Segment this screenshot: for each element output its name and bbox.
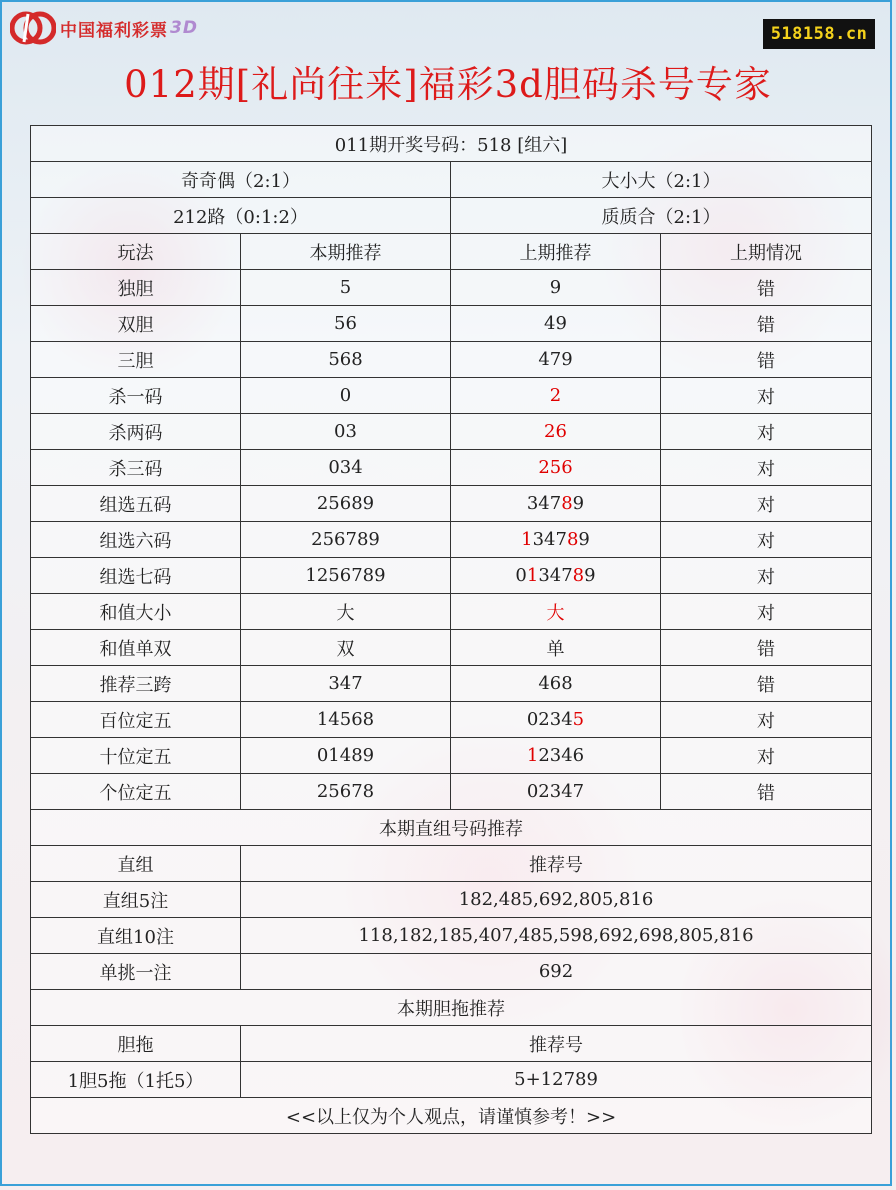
miss-digit: 479	[538, 349, 573, 370]
prediction-row	[31, 522, 872, 558]
last-recommendation	[451, 630, 661, 666]
play-type: 个位定五	[31, 774, 241, 810]
last-result: 对	[661, 702, 872, 738]
miss-digit: 347	[526, 493, 562, 514]
miss-digit: 9	[584, 565, 596, 586]
summary-row	[31, 198, 872, 234]
hit-digit: 8	[561, 493, 573, 514]
site-badge[interactable]: 518158.cn	[763, 19, 875, 49]
last-recommendation	[451, 738, 661, 774]
prediction-row	[31, 738, 872, 774]
current-recommendation: 1256789	[241, 558, 451, 594]
last-recommendation	[451, 270, 661, 306]
dantuo-title-row	[31, 990, 872, 1026]
direct-combo-numbers: 692	[241, 954, 872, 990]
hit-digit: 256	[538, 457, 573, 478]
prediction-row	[31, 306, 872, 342]
column-header: 推荐号	[241, 1026, 872, 1062]
footer-row	[31, 1098, 872, 1134]
draw-result: 011期开奖号码：518 [组六]	[31, 126, 872, 162]
last-result: 对	[661, 414, 872, 450]
direct-combo-numbers: 118,182,185,407,485,598,692,698,805,816	[241, 918, 872, 954]
prediction-row	[31, 594, 872, 630]
current-recommendation: 双	[241, 630, 451, 666]
last-recommendation	[451, 486, 661, 522]
summary-row	[31, 162, 872, 198]
column-header: 上期推荐	[451, 234, 661, 270]
column-header: 直组	[31, 846, 241, 882]
prediction-row	[31, 342, 872, 378]
miss-digit: 468	[538, 673, 573, 694]
direct-combo-label: 直组10注	[31, 918, 241, 954]
hit-digit: 26	[544, 421, 567, 442]
column-header: 上期情况	[661, 234, 872, 270]
current-recommendation: 347	[241, 666, 451, 702]
prediction-row	[31, 414, 872, 450]
last-recommendation	[451, 306, 661, 342]
direct-combo-row	[31, 882, 872, 918]
play-type: 独胆	[31, 270, 241, 306]
play-type: 杀两码	[31, 414, 241, 450]
column-header: 玩法	[31, 234, 241, 270]
last-recommendation	[451, 702, 661, 738]
last-result: 对	[661, 486, 872, 522]
current-recommendation: 大	[241, 594, 451, 630]
last-result: 对	[661, 378, 872, 414]
miss-digit: 347	[538, 565, 573, 586]
last-recommendation	[451, 414, 661, 450]
play-type: 和值单双	[31, 630, 241, 666]
prediction-row	[31, 270, 872, 306]
last-result: 对	[661, 558, 872, 594]
logo-3d-text: 3D	[170, 18, 198, 38]
play-type: 杀一码	[31, 378, 241, 414]
play-type: 组选五码	[31, 486, 241, 522]
dantuo-title: 本期胆拖推荐	[31, 990, 872, 1026]
hit-digit: 2	[549, 385, 562, 406]
miss-digit: 9	[572, 493, 585, 514]
hit-digit: 大	[546, 602, 565, 624]
last-result: 错	[661, 270, 872, 306]
hit-digit: 8	[572, 565, 585, 586]
logo-text: 中国福利彩票	[60, 20, 168, 41]
hit-digit: 8	[566, 529, 579, 550]
prediction-row	[31, 450, 872, 486]
hit-digit: 1	[526, 565, 539, 586]
prediction-row	[31, 630, 872, 666]
direct-combo-header-row	[31, 846, 872, 882]
last-recommendation	[451, 522, 661, 558]
last-result: 错	[661, 306, 872, 342]
last-recommendation	[451, 594, 661, 630]
direct-combo-numbers: 182,485,692,805,816	[241, 882, 872, 918]
play-type: 和值大小	[31, 594, 241, 630]
dantuo-label: 1胆5拖（1托5）	[31, 1062, 241, 1098]
current-recommendation: 034	[241, 450, 451, 486]
current-recommendation: 25678	[241, 774, 451, 810]
current-recommendation: 01489	[241, 738, 451, 774]
last-recommendation	[451, 558, 661, 594]
hit-digit: 1	[526, 745, 539, 766]
play-type: 组选七码	[31, 558, 241, 594]
miss-digit: 9	[549, 277, 562, 298]
play-type: 十位定五	[31, 738, 241, 774]
route-pattern: 212路（0:1:2）	[31, 198, 451, 234]
miss-digit: 02347	[526, 781, 585, 802]
direct-combo-label: 单挑一注	[31, 954, 241, 990]
last-recommendation	[451, 378, 661, 414]
last-recommendation	[451, 450, 661, 486]
play-type: 组选六码	[31, 522, 241, 558]
direct-combo-title-row	[31, 810, 872, 846]
last-result: 错	[661, 342, 872, 378]
miss-digit: 2346	[538, 745, 585, 766]
last-result: 对	[661, 450, 872, 486]
miss-digit: 49	[544, 313, 567, 334]
column-header: 本期推荐	[241, 234, 451, 270]
prediction-row	[31, 486, 872, 522]
last-result: 对	[661, 594, 872, 630]
hit-digit: 1	[521, 529, 533, 550]
prime-pattern: 质质合（2:1）	[451, 198, 872, 234]
play-type: 杀三码	[31, 450, 241, 486]
current-recommendation: 25689	[241, 486, 451, 522]
column-header: 胆拖	[31, 1026, 241, 1062]
miss-digit: 单	[546, 638, 565, 660]
current-recommendation: 5	[241, 270, 451, 306]
prediction-row	[31, 378, 872, 414]
odd-even-pattern: 奇奇偶（2:1）	[31, 162, 451, 198]
miss-digit: 9	[578, 529, 590, 550]
disclaimer: <<以上仅为个人观点，请谨慎参考！>>	[31, 1098, 872, 1134]
miss-digit: 0234	[526, 709, 573, 730]
direct-combo-label: 直组5注	[31, 882, 241, 918]
play-type: 百位定五	[31, 702, 241, 738]
prediction-row	[31, 558, 872, 594]
prediction-table	[30, 125, 872, 1134]
miss-digit: 347	[532, 529, 567, 550]
big-small-pattern: 大小大（2:1）	[451, 162, 872, 198]
prediction-row	[31, 666, 872, 702]
dantuo-numbers: 5+12789	[241, 1062, 872, 1098]
last-recommendation	[451, 774, 661, 810]
welfare-lottery-logo-icon	[10, 8, 56, 48]
play-type: 推荐三跨	[31, 666, 241, 702]
last-result: 对	[661, 738, 872, 774]
last-result: 错	[661, 774, 872, 810]
last-recommendation	[451, 666, 661, 702]
last-result: 错	[661, 630, 872, 666]
dantuo-header-row	[31, 1026, 872, 1062]
hit-digit: 5	[572, 709, 585, 730]
current-recommendation: 56	[241, 306, 451, 342]
current-recommendation: 256789	[241, 522, 451, 558]
prediction-row	[31, 702, 872, 738]
dantuo-row	[31, 1062, 872, 1098]
direct-combo-row	[31, 954, 872, 990]
direct-combo-title: 本期直组号码推荐	[31, 810, 872, 846]
column-header: 推荐号	[241, 846, 872, 882]
direct-combo-row	[31, 918, 872, 954]
last-recommendation	[451, 342, 661, 378]
draw-result-row	[31, 126, 872, 162]
current-recommendation: 03	[241, 414, 451, 450]
current-recommendation: 568	[241, 342, 451, 378]
miss-digit: 0	[515, 565, 527, 586]
play-type: 三胆	[31, 342, 241, 378]
current-recommendation: 0	[241, 378, 451, 414]
column-header-row	[31, 234, 872, 270]
play-type: 双胆	[31, 306, 241, 342]
last-result: 对	[661, 522, 872, 558]
lottery-logo	[10, 8, 198, 48]
prediction-row	[31, 774, 872, 810]
page-title: 012期[礼尚往来]福彩3d胆码杀号专家	[124, 63, 772, 106]
last-result: 错	[661, 666, 872, 702]
current-recommendation: 14568	[241, 702, 451, 738]
